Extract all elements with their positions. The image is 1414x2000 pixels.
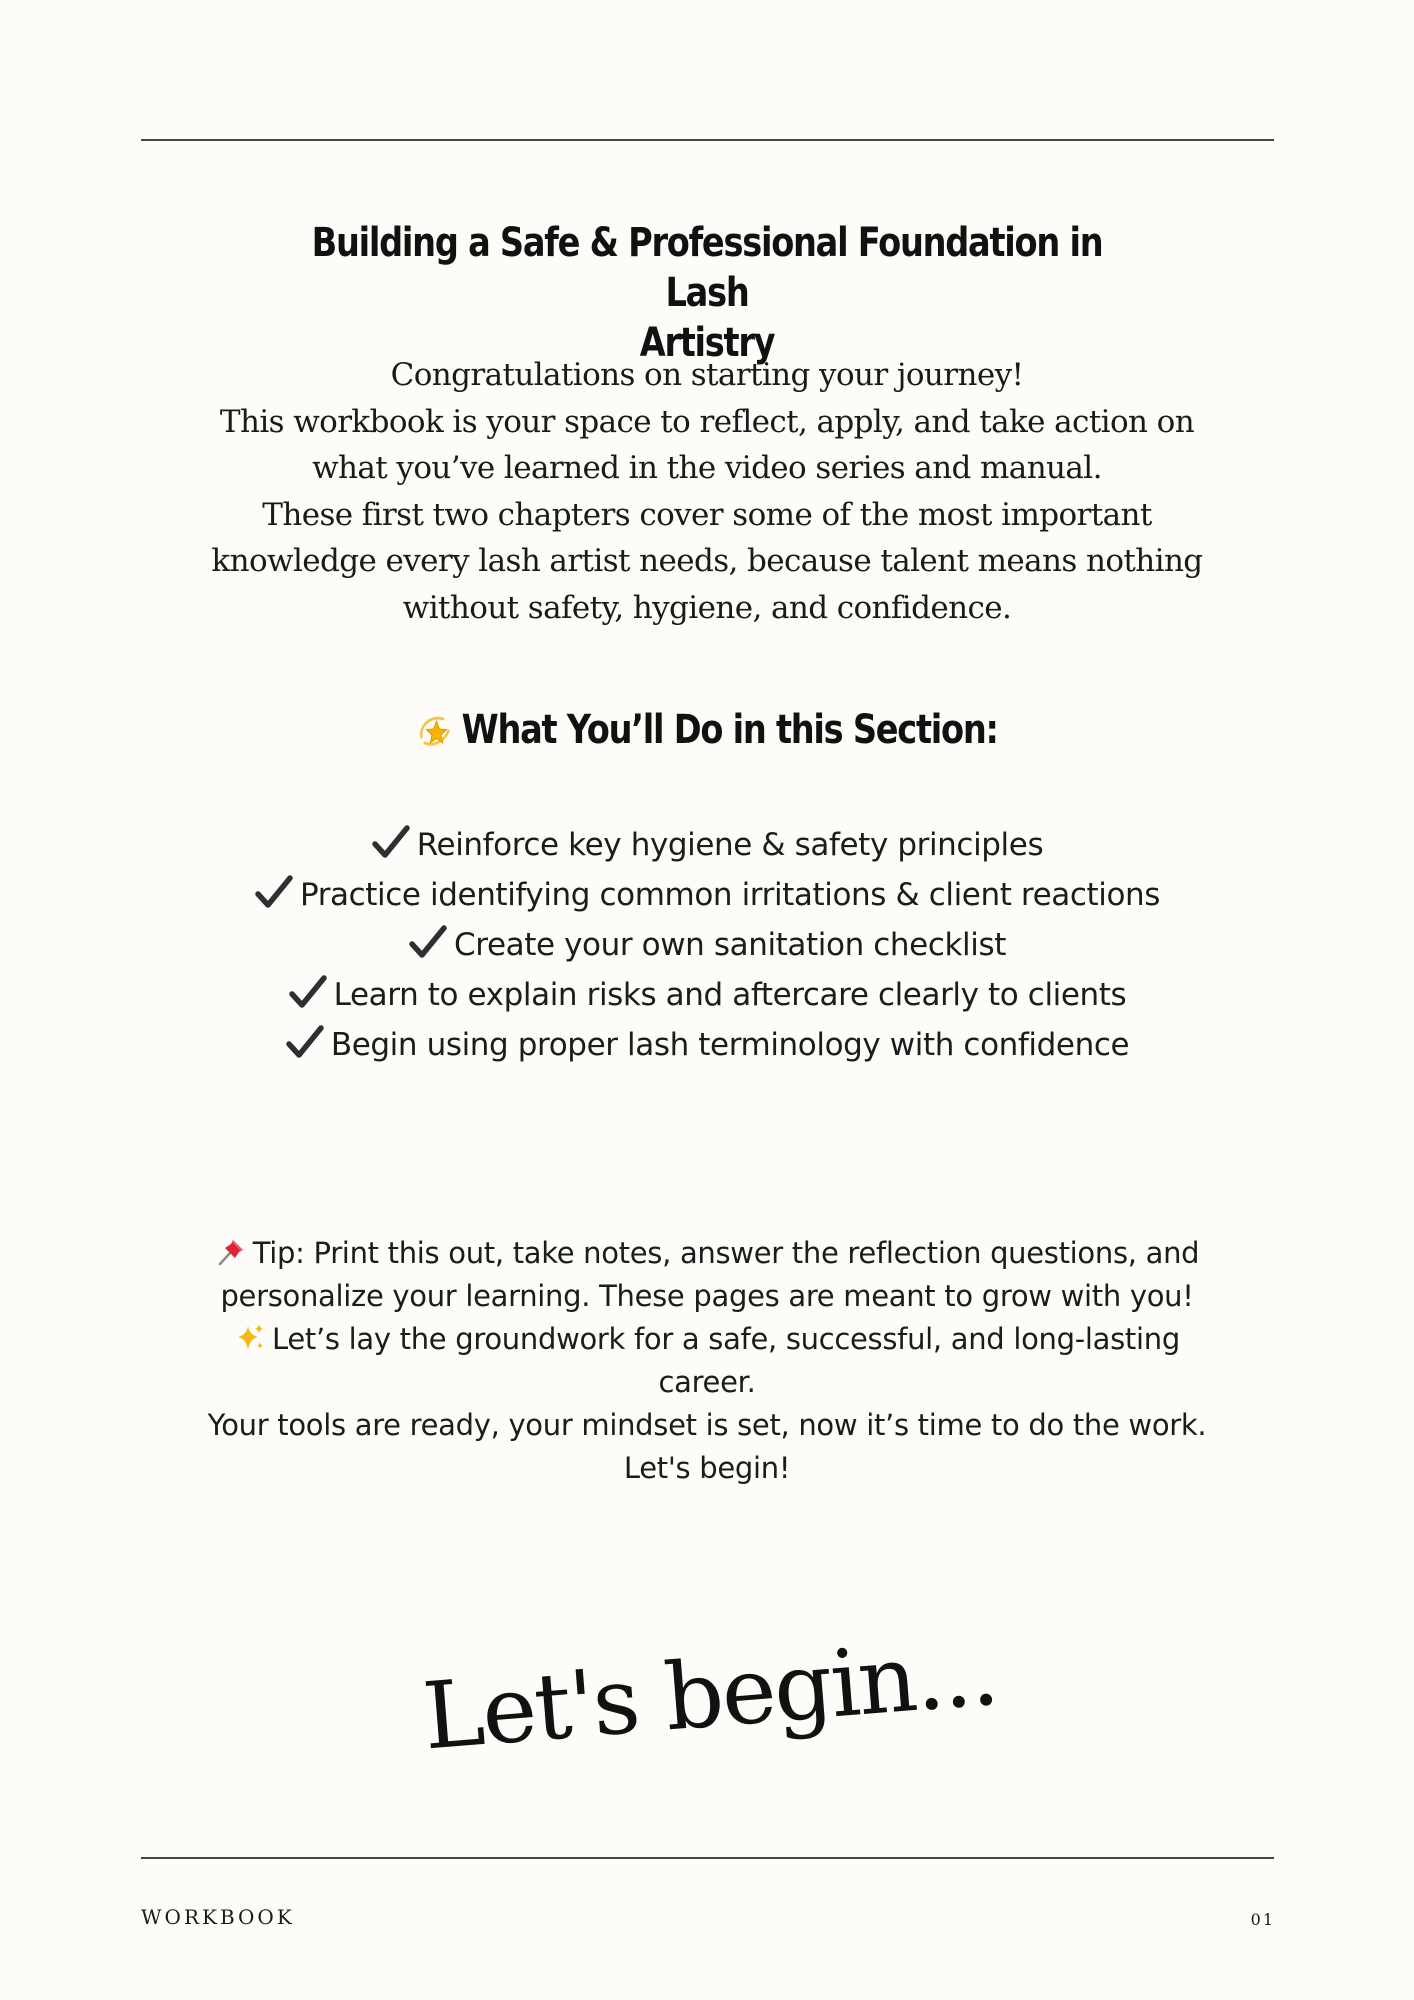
list-item bbox=[150, 1020, 1264, 1070]
title-line: Building a Safe & Professional Foundation in Lash bbox=[311, 220, 1103, 316]
dizzy-star-icon bbox=[416, 707, 453, 751]
list-item-label: Begin using proper lash terminology with confidence bbox=[330, 1027, 1130, 1063]
section-heading-text: What You’ll Do in this Section: bbox=[461, 707, 998, 753]
list-item bbox=[150, 920, 1264, 970]
intro-paragraph bbox=[150, 352, 1264, 631]
pushpin-icon bbox=[215, 1236, 247, 1268]
tip-line: Let's begin! bbox=[623, 1451, 791, 1485]
list-item-label: Practice identifying common irritations & client reactions bbox=[299, 877, 1161, 913]
tip-line: career. bbox=[658, 1365, 756, 1399]
check-icon bbox=[288, 974, 328, 1010]
check-icon bbox=[285, 1024, 325, 1060]
tip-text: Tip: Print this out, take notes, answer the reflection questions, and bbox=[252, 1236, 1200, 1270]
intro-line: knowledge every lash artist needs, because talent means nothing bbox=[211, 543, 1203, 579]
intro-line: This workbook is your space to reflect, apply, and take action on bbox=[219, 403, 1195, 440]
page-title bbox=[281, 218, 1133, 368]
closing-handwritten-text: Let's begin... bbox=[419, 1618, 1001, 1771]
intro-line: without safety, hygiene, and confidence. bbox=[402, 589, 1012, 626]
tip-text: Let’s lay the groundwork for a safe, successful, and long-lasting bbox=[272, 1322, 1180, 1356]
check-icon bbox=[371, 824, 411, 860]
list-item bbox=[150, 870, 1264, 920]
footer-label: WORKBOOK bbox=[141, 1905, 295, 1929]
section-heading bbox=[281, 700, 1133, 760]
tip-line bbox=[150, 1318, 1264, 1361]
title-line: Artistry bbox=[639, 320, 775, 366]
page-number: 01 bbox=[1250, 1910, 1275, 1929]
tip-line: Your tools are ready, your mindset is set, now it’s time to do the work. bbox=[207, 1408, 1207, 1442]
top-divider bbox=[141, 139, 1274, 141]
tip-line bbox=[150, 1232, 1264, 1275]
intro-line: These first two chapters cover some of the most important bbox=[262, 496, 1152, 533]
tip-line: personalize your learning. These pages are meant to grow with you! bbox=[220, 1279, 1194, 1313]
intro-line: Congratulations on starting your journey! bbox=[390, 357, 1024, 393]
intro-line: what you’ve learned in the video series and manual. bbox=[312, 450, 1102, 486]
list-item-label: Reinforce key hygiene & safety principles bbox=[416, 827, 1044, 863]
bottom-divider bbox=[141, 1857, 1274, 1859]
tip-block bbox=[150, 1232, 1264, 1490]
list-item bbox=[150, 820, 1264, 870]
sparkles-icon bbox=[234, 1322, 266, 1354]
list-item bbox=[150, 970, 1264, 1020]
check-icon bbox=[254, 874, 294, 910]
check-icon bbox=[408, 924, 448, 960]
list-item-label: Learn to explain risks and aftercare clearly to clients bbox=[333, 977, 1127, 1013]
checklist bbox=[150, 820, 1264, 1070]
list-item-label: Create your own sanitation checklist bbox=[454, 927, 1006, 963]
